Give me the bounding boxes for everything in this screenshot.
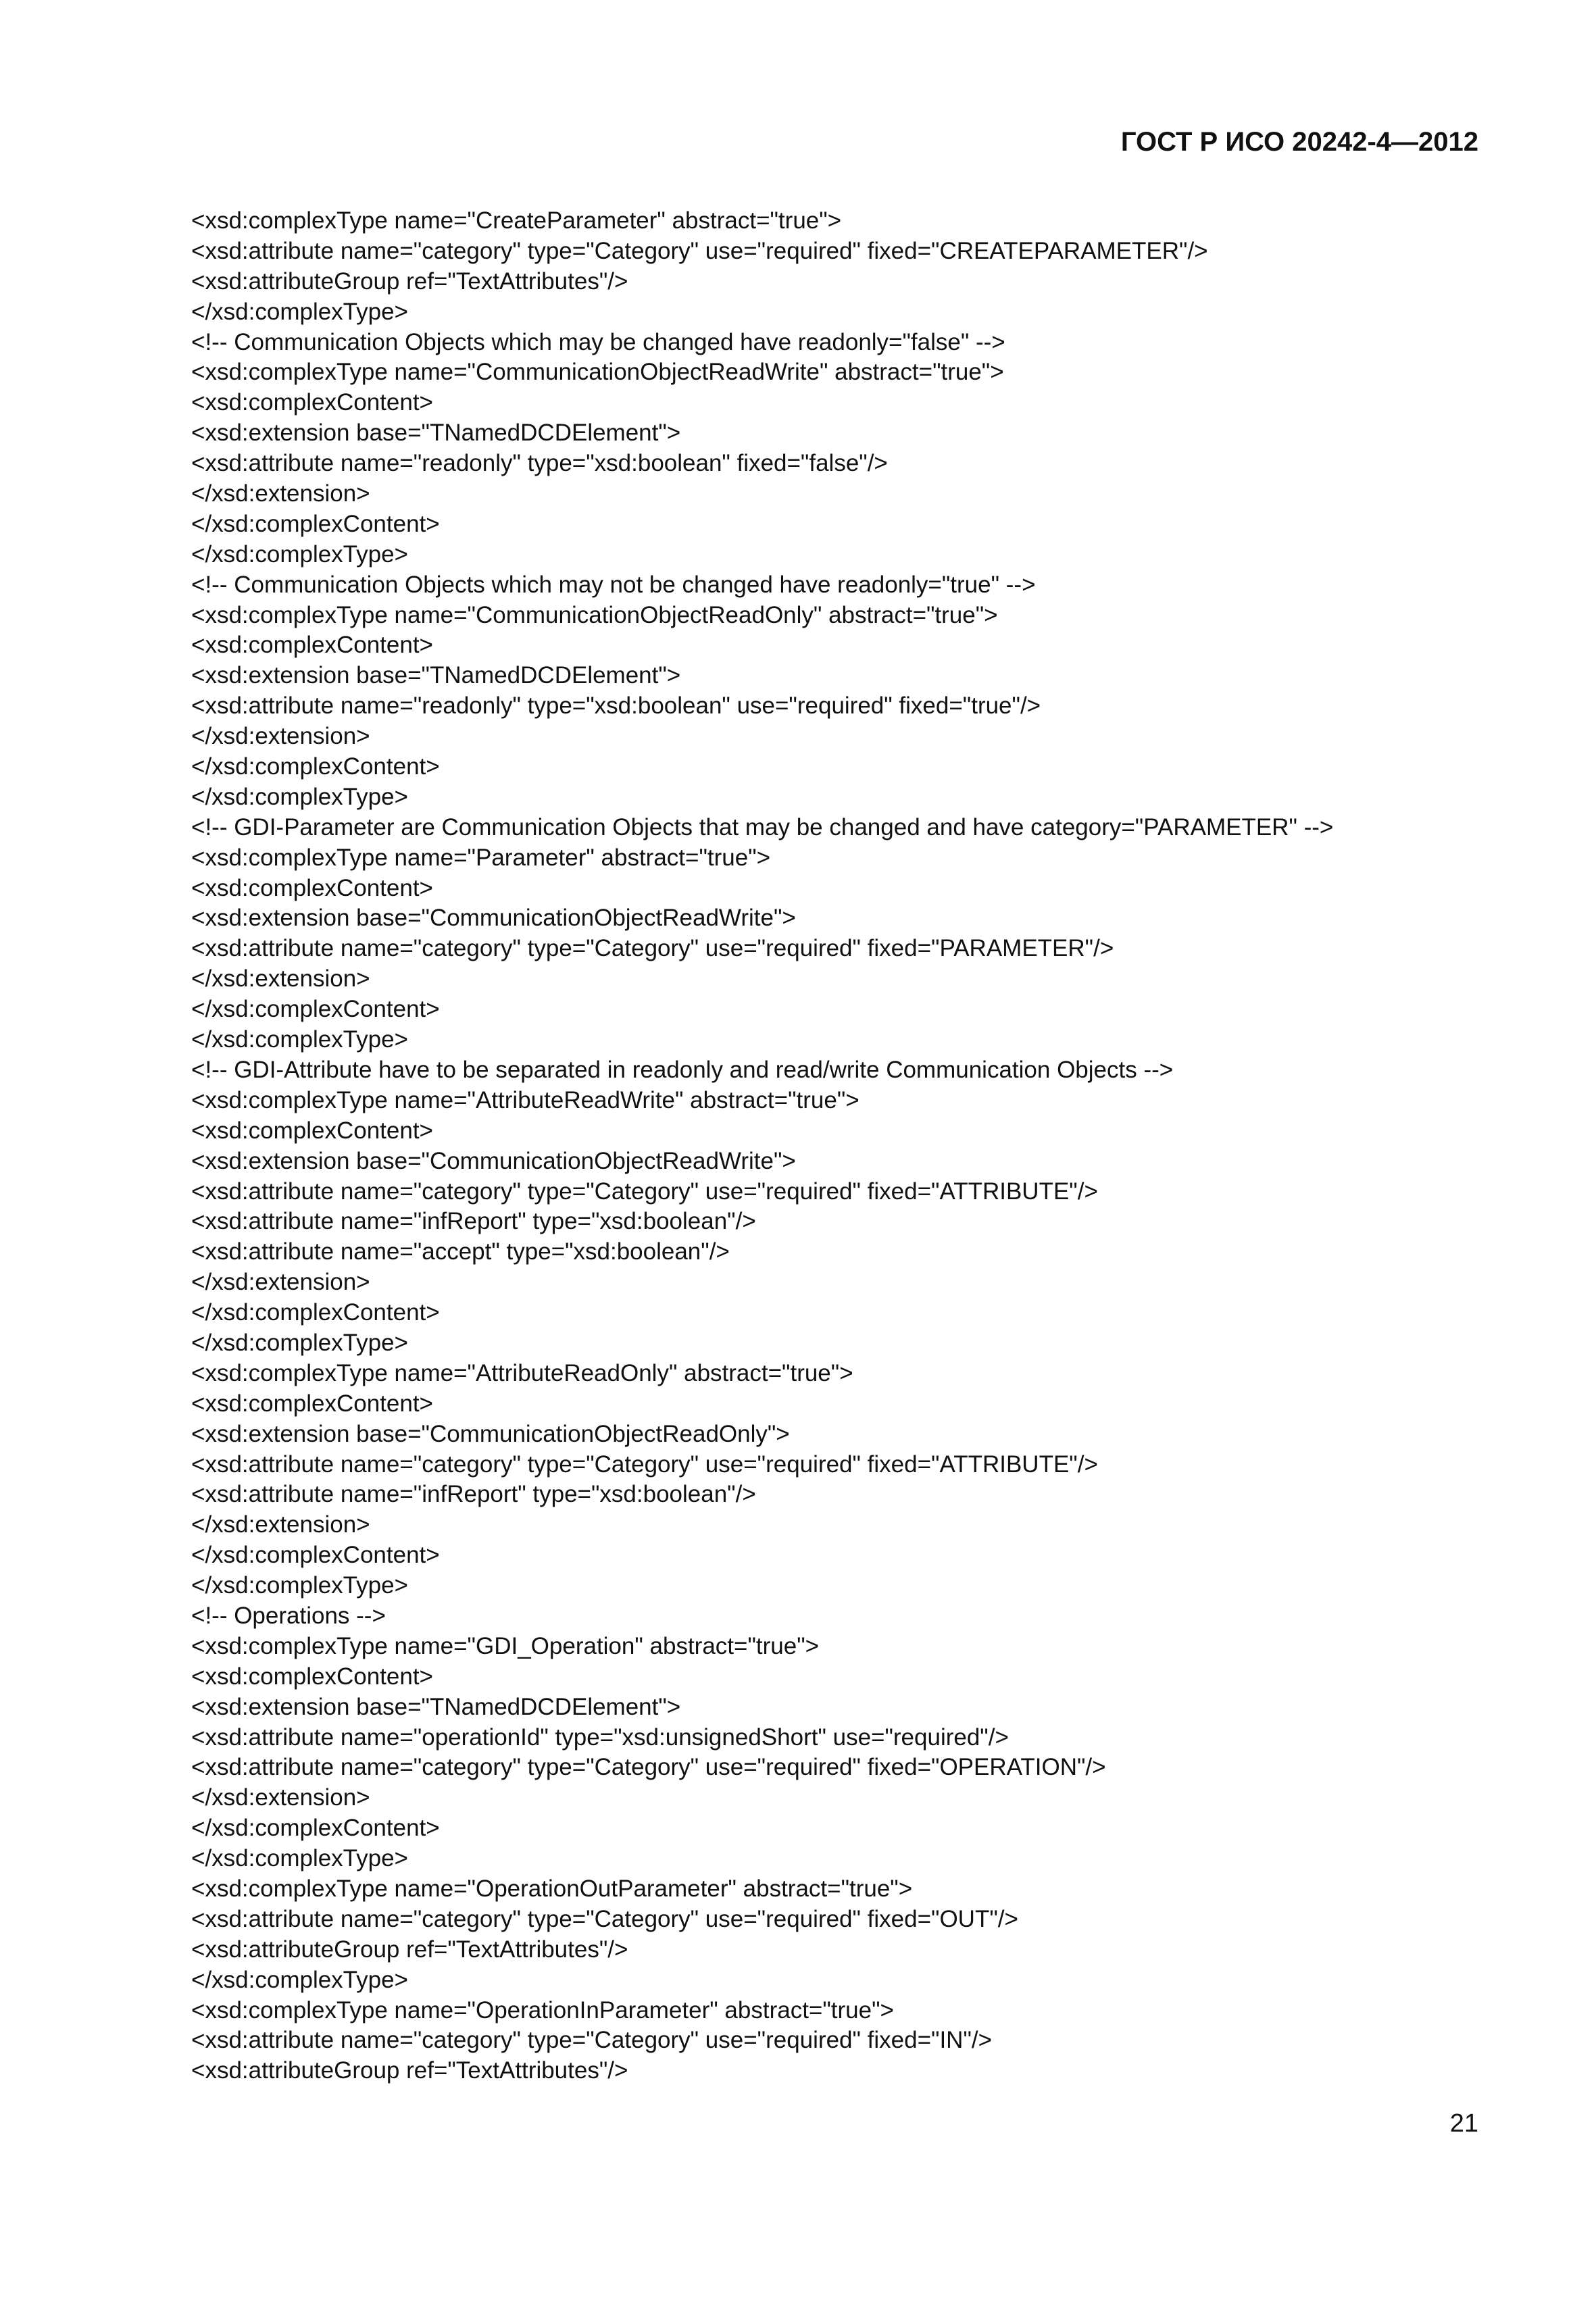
code-line: <xsd:complexContent> <box>191 632 433 659</box>
code-line: <xsd:complexContent> <box>191 874 433 901</box>
code-line: <xsd:attribute name="category" type="Category" use="required" fixed="OUT"/> <box>191 1905 1018 1932</box>
code-line: <xsd:extension base="TNamedDCDElement"> <box>191 662 681 689</box>
code-line: <xsd:extension base="CommunicationObjectReadWrite"> <box>191 905 796 932</box>
code-line: <xsd:attribute name="infReport" type="xsd:boolean"/> <box>191 1208 756 1235</box>
code-line: </xsd:complexContent> <box>191 510 440 537</box>
code-line: <xsd:complexType name="GDI_Operation" abstract="true"> <box>191 1632 820 1659</box>
code-line: <!-- Communication Objects which may be changed have readonly="false" --> <box>191 328 1005 355</box>
code-line: <xsd:complexType name="CreateParameter" abstract="true"> <box>191 207 842 234</box>
code-line: </xsd:complexType> <box>191 1572 408 1599</box>
page-number: 21 <box>1449 2109 1478 2138</box>
code-line: <xsd:attributeGroup ref="TextAttributes"/> <box>191 2057 628 2084</box>
code-line: <xsd:attribute name="infReport" type="xsd:boolean"/> <box>191 1481 756 1508</box>
code-line: <!-- GDI-Attribute have to be separated in readonly and read/write Communication Objects --> <box>191 1056 1174 1083</box>
code-line: </xsd:complexContent> <box>191 1299 440 1326</box>
code-line: </xsd:complexContent> <box>191 1542 440 1569</box>
code-line: </xsd:complexContent> <box>191 753 440 780</box>
code-line: <xsd:complexType name="OperationInParameter" abstract="true"> <box>191 1996 894 2023</box>
code-line: <!-- GDI-Parameter are Communication Objects that may be changed and have category="PARAMETER" --> <box>191 813 1334 840</box>
code-line: </xsd:complexType> <box>191 298 408 325</box>
code-line: </xsd:complexType> <box>191 540 408 568</box>
code-line: <xsd:complexType name="Parameter" abstract="true"> <box>191 844 771 871</box>
code-line: <xsd:complexType name="AttributeReadWrite" abstract="true"> <box>191 1086 859 1113</box>
xsd-code-listing <box>191 206 1516 2086</box>
code-line: <xsd:attribute name="category" type="Category" use="required" fixed="OPERATION"/> <box>191 1754 1106 1781</box>
code-line: <xsd:complexType name="CommunicationObjectReadOnly" abstract="true"> <box>191 601 998 628</box>
code-line: <xsd:complexContent> <box>191 1117 433 1144</box>
code-line: <xsd:attribute name="readonly" type="xsd:boolean" use="required" fixed="true"/> <box>191 693 1041 720</box>
code-line: <xsd:attribute name="category" type="Category" use="required" fixed="IN"/> <box>191 2027 993 2054</box>
standard-header: ГОСТ Р ИСО 20242-4—2012 <box>1120 127 1478 157</box>
code-line: <xsd:attribute name="category" type="Category" use="required" fixed="ATTRIBUTE"/> <box>191 1178 1098 1205</box>
code-line: <xsd:attribute name="category" type="Category" use="required" fixed="ATTRIBUTE"/> <box>191 1451 1098 1478</box>
code-line: <xsd:extension base="CommunicationObjectReadOnly"> <box>191 1420 790 1447</box>
code-line: <xsd:complexType name="OperationOutParameter" abstract="true"> <box>191 1875 913 1902</box>
code-line: <xsd:complexContent> <box>191 389 433 416</box>
code-line: </xsd:complexType> <box>191 1845 408 1872</box>
code-line: </xsd:complexType> <box>191 1966 408 1993</box>
code-line: <xsd:complexContent> <box>191 1663 433 1690</box>
code-line: </xsd:extension> <box>191 1784 370 1811</box>
code-line: <xsd:attributeGroup ref="TextAttributes"/> <box>191 268 628 295</box>
code-line: <!-- Communication Objects which may not be changed have readonly="true" --> <box>191 571 1036 598</box>
code-line: <xsd:extension base="TNamedDCDElement"> <box>191 1693 681 1720</box>
code-line: </xsd:extension> <box>191 965 370 992</box>
code-line: <xsd:attribute name="category" type="Category" use="required" fixed="CREATEPARAMETER"/> <box>191 237 1208 264</box>
code-line: <xsd:complexType name="AttributeReadOnly" abstract="true"> <box>191 1359 853 1386</box>
code-line: <xsd:attributeGroup ref="TextAttributes"/> <box>191 1936 628 1963</box>
code-line: <xsd:attribute name="readonly" type="xsd:boolean" fixed="false"/> <box>191 450 888 477</box>
code-line: <xsd:attribute name="accept" type="xsd:boolean"/> <box>191 1238 730 1265</box>
code-line: </xsd:extension> <box>191 1269 370 1296</box>
code-line: <xsd:extension base="TNamedDCDElement"> <box>191 420 681 447</box>
code-line: </xsd:extension> <box>191 1511 370 1538</box>
code-line: <xsd:extension base="CommunicationObjectReadWrite"> <box>191 1147 796 1174</box>
code-line: </xsd:complexType> <box>191 783 408 810</box>
code-line: <xsd:complexType name="CommunicationObjectReadWrite" abstract="true"> <box>191 359 1004 386</box>
code-line: <xsd:attribute name="operationId" type="xsd:unsignedShort" use="required"/> <box>191 1724 1009 1751</box>
code-line: </xsd:complexType> <box>191 1026 408 1053</box>
code-line: </xsd:extension> <box>191 480 370 507</box>
code-line: </xsd:complexContent> <box>191 996 440 1023</box>
code-line: <xsd:attribute name="category" type="Category" use="required" fixed="PARAMETER"/> <box>191 935 1114 962</box>
code-line: <!-- Operations --> <box>191 1602 386 1629</box>
code-line: </xsd:complexType> <box>191 1329 408 1356</box>
code-line: </xsd:extension> <box>191 723 370 750</box>
code-line: <xsd:complexContent> <box>191 1390 433 1417</box>
code-line: </xsd:complexContent> <box>191 1815 440 1842</box>
